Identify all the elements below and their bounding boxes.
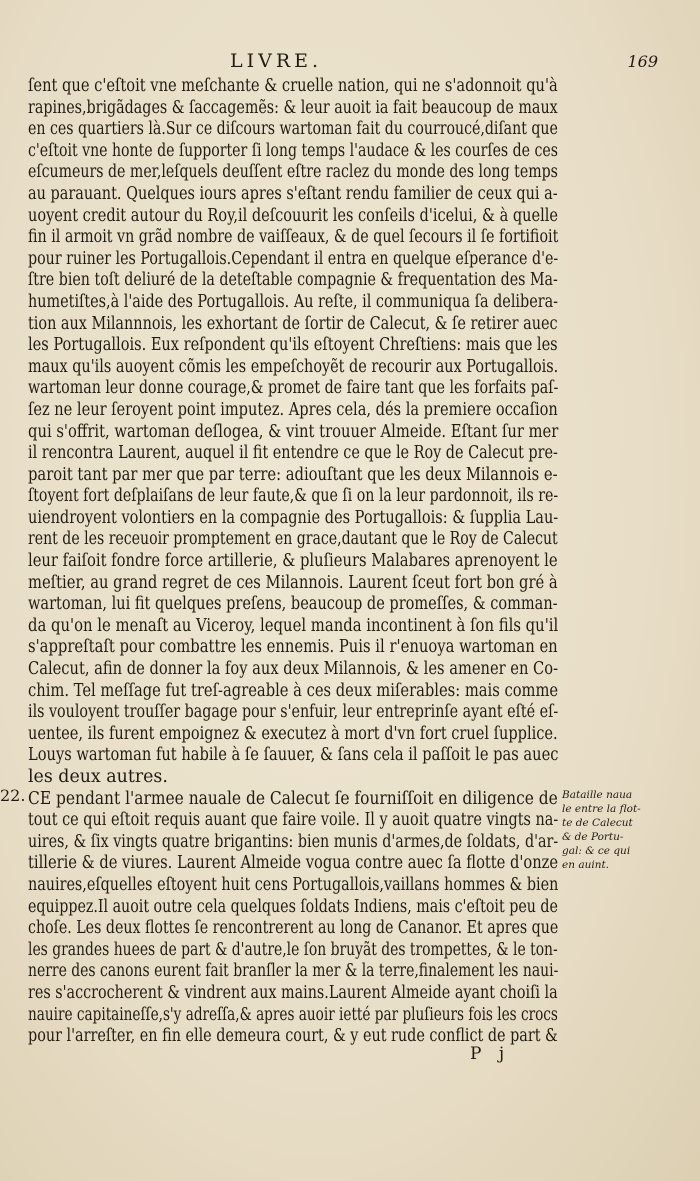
- text-line: rent de les receuoir promptement en grace,dautant que le Roy de Calecut: [28, 529, 558, 550]
- page-number: 169: [627, 52, 658, 71]
- text-line: les grandes huees de part & d'autre,le ſon bruyãt des trompettes, & le ton-: [28, 939, 558, 960]
- text-line: nerre des canons eurent fait branſler la mer & la terre,finalement les naui-: [28, 961, 559, 982]
- text-line: tion aux Milannnois, les exhortant de ſortir de Calecut, & ſe retirer auec: [28, 313, 558, 334]
- text-line: tout ce qui eſtoit requis auant que faire voile. Il y auoit quatre vingts na-: [28, 810, 559, 831]
- text-line: humetiſtes,à l'aide des Portugallois. Au reſte, il communiqua ſa delibera-: [28, 291, 559, 312]
- margin-note-line: en auint.: [562, 859, 610, 871]
- body-text: [28, 76, 558, 1048]
- text-line: uires, & ſix vingts quatre brigantins: bien munis d'armes,de ſoldats, d'ar-: [28, 831, 559, 852]
- text-line: equippez.Il auoit outre cela quelques ſoldats Indiens, mais c'eſtoit peu de: [28, 896, 558, 917]
- text-line: fin il armoit vn grãd nombre de vaiſſeaux, & de quel ſecours il ſe fortifioit: [28, 227, 559, 248]
- text-line: pour ruiner les Portugallois.Cependant il entra en quelque eſperance d'e-: [28, 248, 559, 269]
- text-line: les Portugallois. Eux reſpondent qu'ils eſtoyent Chreſtiens: mais que les: [28, 335, 558, 356]
- text-line: Calecut, afin de donner la foy aux deux Milannois, & les amener en Co-: [28, 659, 559, 680]
- text-line: pour l'arreſter, en fin elle demeura court, & y eut rude conflict de part &: [28, 1026, 558, 1047]
- text-line: au parauant. Quelques iours apres s'eſtant rendu familier de ceux qui a-: [28, 183, 558, 204]
- text-line: ſtre bien toſt deliuré de la deteſtable compagnie & frequentation des Ma-: [28, 270, 558, 291]
- margin-note: [562, 788, 694, 872]
- margin-note-line: te de Calecut: [562, 817, 633, 829]
- text-line: nauires,eſquelles eſtoyent huit cens Portugallois,vaillans hommes & bien: [28, 874, 559, 895]
- text-line: qui s'offrit, wartoman deſlogea, & vint trouuer Almeide. Eſtant ſur mer: [28, 421, 559, 442]
- margin-note-line: Bataille naua: [562, 789, 633, 801]
- text-line: ſent que c'eſtoit vne meſchante & cruelle nation, qui ne s'adonnoit qu'à: [28, 76, 558, 96]
- text-line: c'eſtoit vne honte de ſupporter ſi long temps l'audace & les courſes de ces: [28, 140, 558, 161]
- text-line: maux qu'ils auoyent cõmis les empeſchoyẽt de recourir aux Portugallois.: [28, 356, 559, 377]
- text-line: ſtoyent fort deſplaiſans de leur faute,& que ſi on la leur pardonnoit, ils re-: [28, 486, 559, 507]
- text-line: ſez ne leur ſeroyent point imputez. Apres cela, dés la premiere occaſion: [28, 399, 558, 420]
- margin-note-line: & de Portu-: [562, 831, 624, 843]
- text-line: da qu'on le menaſt au Viceroy, lequel manda incontinent à ſon fils qu'il: [28, 615, 559, 636]
- text-line: Louys wartoman fut habile à ſe ſauuer, & ſans cela il paſſoit le pas auec: [28, 745, 559, 766]
- text-line: uentee, ils furent empoignez & executez à mort d'vn fort cruel ſupplice.: [28, 723, 558, 744]
- text-line: chim. Tel meſſage fut treſ-agreable à ces deux miſerables: mais comme: [28, 680, 559, 701]
- text-line: wartoman leur donne courage,& promet de faire tant que les forfaits paſ-: [28, 378, 559, 399]
- text-line: tillerie & de viures. Laurent Almeide vogua contre auec ſa flotte d'onze: [28, 853, 559, 874]
- section-number: 22.: [0, 786, 26, 805]
- text-line: en ces quartiers là.Sur ce diſcours wartoman fait du courroucé,diſant que: [28, 119, 558, 140]
- text-line: les deux autres.: [28, 767, 168, 787]
- text-line: il rencontra Laurent, auquel il fit entendre ce que le Roy de Calecut pre-: [28, 443, 558, 464]
- text-line: leur faiſoit fondre force artillerie, & pluſieurs Malabares aprenoyent le: [28, 551, 558, 572]
- running-title: LIVRE.: [230, 50, 323, 72]
- signature-mark: P j: [470, 1044, 511, 1064]
- text-line: eſcumeurs de mer,leſquels deuſſent eſtre raclez du monde des long temps: [28, 162, 558, 183]
- text-line: res s'accrocherent & vindrent aux mains.Laurent Almeide ayant choiſi la: [28, 982, 558, 1003]
- text-line: paroit tant par mer que par terre: adiouſtant que les deux Milannois e-: [28, 464, 558, 485]
- text-line: choſe. Les deux flottes ſe rencontrerent au long de Cananor. Et apres que: [28, 918, 559, 939]
- text-line: wartoman, lui fit quelques preſens, beaucoup de promeſſes, & comman-: [28, 594, 558, 615]
- margin-note-line: le entre la flot-: [562, 803, 641, 815]
- text-line: uiendroyent volontiers en la compagnie des Portugallois: & ſupplia Lau-: [28, 507, 559, 528]
- text-line: uoyent credit autour du Roy,il deſcouurit les conſeils d'icelui, & à quelle: [28, 205, 558, 226]
- text-line: meſtier, au grand regret de ces Milannois. Laurent ſceut fort bon gré à: [28, 572, 558, 593]
- text-line: rapines,brigãdages & ſaccagemẽs: & leur auoit ia fait beaucoup de maux: [28, 97, 558, 118]
- text-line: ils vouloyent trouſſer bagage pour s'enfuir, leur entreprinſe ayant eſté eſ-: [28, 702, 559, 723]
- text-line: CE pendant l'armee nauale de Calecut ſe fourniſſoit en diligence de: [28, 788, 558, 809]
- margin-note-line: gal: & ce qui: [562, 845, 631, 857]
- text-line: nauire capitaineſſe,s'y adreſſa,& apres auoir ietté par pluſieurs fois les crocs: [28, 1004, 558, 1025]
- text-line: s'appreſtaſt pour combattre les ennemis. Puis il r'enuoya wartoman en: [28, 637, 558, 658]
- running-head: [0, 50, 700, 76]
